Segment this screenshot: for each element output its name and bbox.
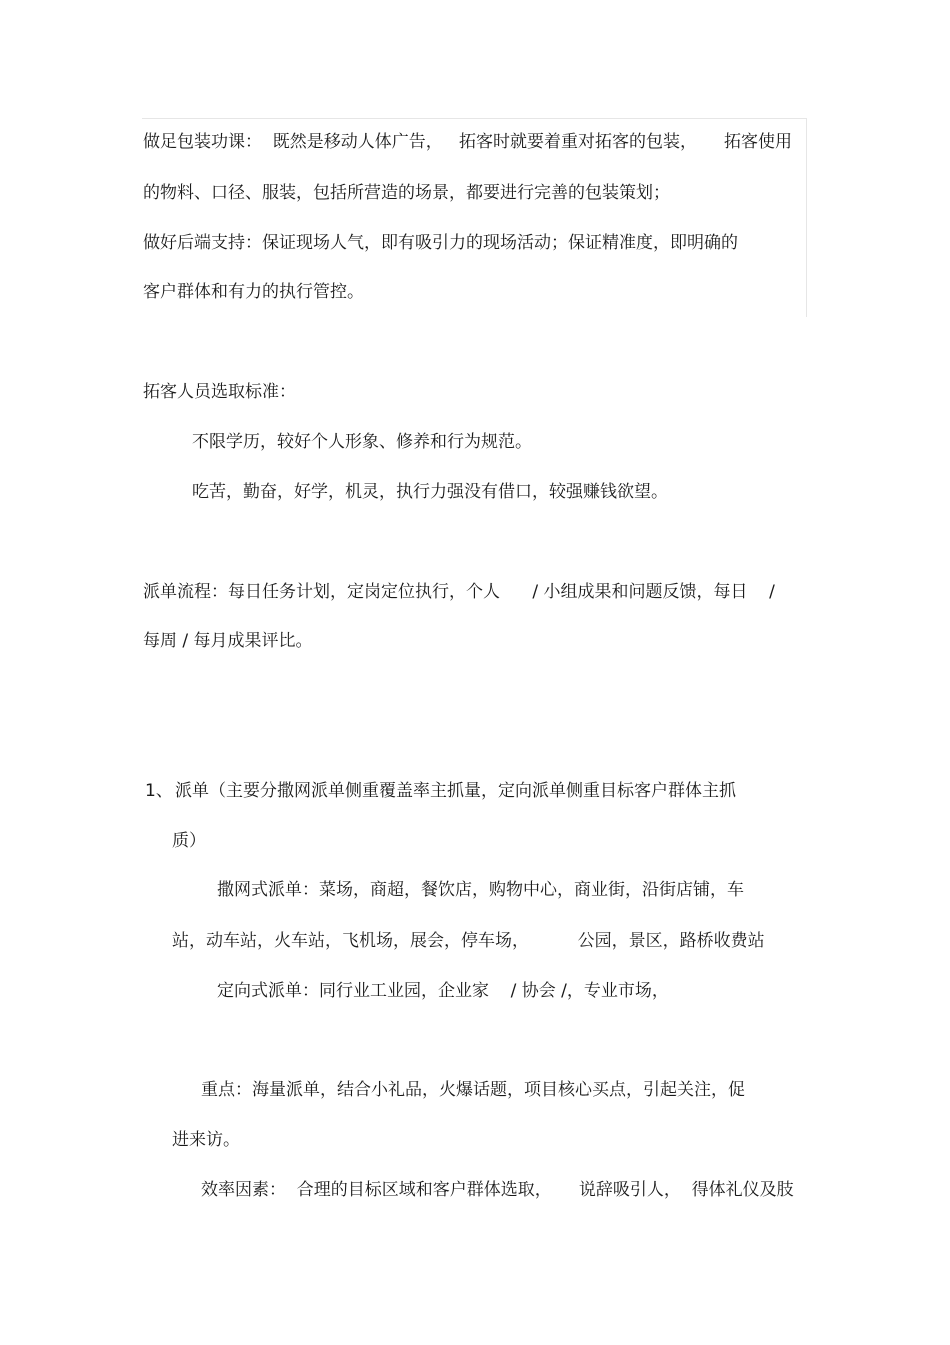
efficiency-line: 效率因素： 合理的目标区域和客户群体选取， 说辞吸引人， 得体礼仪及肢 bbox=[201, 1180, 794, 1200]
section-heading-line-1: 派单（主要分撒网派单侧重覆盖率主抓量，定向派单侧重目标客户群体主抓 bbox=[175, 781, 736, 801]
flow-line-1: 派单流程：每日任务计划，定岗定位执行，个人 / 小组成果和问题反馈，每日 / bbox=[143, 582, 775, 602]
broadcast-line-1: 撒网式派单：菜场，商超，餐饮店，购物中心，商业街，沿街店铺，车 bbox=[217, 880, 744, 900]
section-number: 1、 bbox=[145, 781, 173, 801]
backend-support-line-1: 做好后端支持：保证现场人气，即有吸引力的现场活动；保证精准度，即明确的 bbox=[143, 233, 738, 253]
broadcast-line-2: 站，动车站，火车站，飞机场，展会，停车场， 公园，景区，路桥收费站 bbox=[172, 931, 765, 951]
section-heading-line-2: 质） bbox=[172, 831, 206, 851]
packaging-line-1: 做足包装功课： 既然是移动人体广告， 拓客时就要着重对拓客的包装， 拓客使用 bbox=[143, 132, 793, 152]
focus-line-1: 重点：海量派单，结合小礼品，火爆话题，项目核心买点，引起关注，促 bbox=[201, 1080, 745, 1100]
backend-support-line-2: 客户群体和有力的执行管控。 bbox=[143, 282, 364, 302]
selection-item: 不限学历，较好个人形象、修养和行为规范。 bbox=[192, 432, 532, 452]
targeted-line: 定向式派单：同行业工业园，企业家 / 协会 /，专业市场， bbox=[217, 981, 669, 1001]
selection-item: 吃苦，勤奋，好学，机灵，执行力强没有借口，较强赚钱欲望。 bbox=[192, 482, 668, 502]
flow-line-2: 每周 / 每月成果评比。 bbox=[143, 631, 313, 651]
packaging-line-2: 的物料、口径、服装，包括所营造的场景，都要进行完善的包装策划； bbox=[143, 183, 670, 203]
focus-line-2: 进来访。 bbox=[172, 1130, 240, 1150]
selection-title: 拓客人员选取标准： bbox=[143, 382, 296, 402]
